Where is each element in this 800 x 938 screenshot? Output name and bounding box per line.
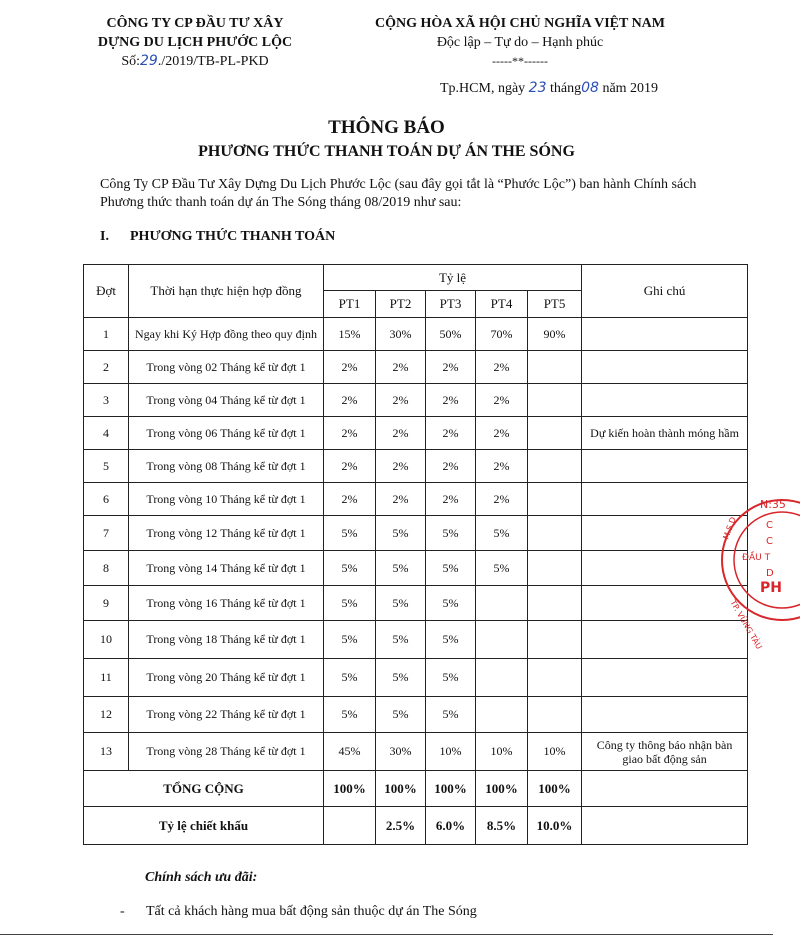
total-pt3: 100% [426,771,476,807]
cell-note [582,384,748,417]
cell-rate-pt3: 2% [426,450,476,483]
cell-rate-pt4: 2% [476,417,528,450]
cell-rate-pt5: 90% [528,318,582,351]
svg-text:TP. VŨNG TÀU: TP. VŨNG TÀU [728,598,764,651]
cell-rate-pt1: 45% [324,733,376,771]
company-name-line2: DỰNG DU LỊCH PHƯỚC LỘC [97,35,293,50]
cell-rate-pt2: 5% [376,697,426,733]
cell-rate-pt4: 2% [476,384,528,417]
header-plan-5: PT5 [528,291,582,318]
cell-rate-pt4: 5% [476,551,528,586]
cell-note [582,351,748,384]
cell-time: Ngay khi Ký Hợp đồng theo quy định [129,318,324,351]
table-row [84,586,748,621]
cell-rate-pt5 [528,551,582,586]
cell-rate-pt4 [476,621,528,659]
cell-time: Trong vòng 02 Tháng kể từ đợt 1 [129,351,324,384]
cell-note [582,697,748,733]
cell-time: Trong vòng 12 Tháng kể từ đợt 1 [129,516,324,551]
total-pt2: 100% [376,771,426,807]
cell-rate-pt2: 2% [376,417,426,450]
discount-label: Tỷ lệ chiết khấu [84,807,324,845]
cell-rate-pt1: 5% [324,659,376,697]
national-motto: Độc lập – Tự do – Hạnh phúc [436,35,604,50]
page-bottom-rule [0,934,773,935]
section-heading [100,229,335,245]
cell-rate-pt4 [476,697,528,733]
svg-text:N:35: N:35 [760,498,786,511]
cell-time: Trong vòng 04 Tháng kể từ đợt 1 [129,384,324,417]
header-rate: Tỷ lệ [324,265,582,291]
national-heading-block [325,14,715,71]
cell-rate-pt5 [528,621,582,659]
heading-separator: -----**------ [492,54,548,68]
table-row [84,621,748,659]
cell-rate-pt5 [528,384,582,417]
discount-pt5: 10.0% [528,807,582,845]
cell-dot: 6 [84,483,129,516]
table-row [84,450,748,483]
cell-rate-pt3: 5% [426,697,476,733]
cell-rate-pt5 [528,659,582,697]
cell-rate-pt1: 2% [324,450,376,483]
cell-rate-pt1: 5% [324,621,376,659]
cell-note [582,807,748,845]
cell-rate-pt1: 2% [324,483,376,516]
total-label: TỔNG CỘNG [84,771,324,807]
table-row [84,483,748,516]
cell-dot: 3 [84,384,129,417]
cell-dot: 13 [84,733,129,771]
cell-time: Trong vòng 08 Tháng kể từ đợt 1 [129,450,324,483]
cell-rate-pt2: 2% [376,384,426,417]
table-row [84,384,748,417]
discount-pt4: 8.5% [476,807,528,845]
cell-dot: 11 [84,659,129,697]
total-pt1: 100% [324,771,376,807]
cell-rate-pt5 [528,516,582,551]
header-plan-2: PT2 [376,291,426,318]
company-name-line1: CÔNG TY CP ĐẦU TƯ XÂY [106,16,284,31]
cell-dot: 9 [84,586,129,621]
cell-rate-pt1: 2% [324,417,376,450]
header-plan-4: PT4 [476,291,528,318]
cell-rate-pt4: 2% [476,483,528,516]
cell-rate-pt3: 2% [426,351,476,384]
cell-rate-pt2: 2% [376,483,426,516]
document-subtitle: PHƯƠNG THỨC THANH TOÁN DỰ ÁN THE SÓNG [198,143,575,160]
cell-rate-pt4 [476,586,528,621]
cell-note: Dự kiến hoàn thành móng hầm [582,417,748,450]
cell-time: Trong vòng 06 Tháng kể từ đợt 1 [129,417,324,450]
cell-time: Trong vòng 18 Tháng kể từ đợt 1 [129,621,324,659]
cell-rate-pt2: 2% [376,450,426,483]
cell-rate-pt2: 30% [376,318,426,351]
nation-name: CỘNG HÒA XÃ HỘI CHỦ NGHĨA VIỆT NAM [374,16,665,31]
document-date: Tp.HCM, ngày 23 tháng08 năm 2019 [440,80,659,96]
cell-rate-pt3: 50% [426,318,476,351]
total-row [84,771,748,807]
cell-time: Trong vòng 20 Tháng kể từ đợt 1 [129,659,324,697]
cell-rate-pt5: 10% [528,733,582,771]
cell-note [582,659,748,697]
cell-rate-pt3: 5% [426,551,476,586]
cell-rate-pt4: 5% [476,516,528,551]
cell-note: Công ty thông báo nhận bàn giao bất động sản [582,733,748,771]
cell-rate-pt3: 2% [426,417,476,450]
cell-rate-pt4 [476,659,528,697]
cell-time: Trong vòng 10 Tháng kể từ đợt 1 [129,483,324,516]
cell-dot: 5 [84,450,129,483]
cell-rate-pt2: 30% [376,733,426,771]
cell-rate-pt3: 5% [426,621,476,659]
table-row [84,351,748,384]
perk-item-text: Tất cả khách hàng mua bất động sản thuộc dự án The Sóng [146,904,477,919]
cell-rate-pt1: 2% [324,351,376,384]
cell-rate-pt5 [528,351,582,384]
discount-pt2: 2.5% [376,807,426,845]
cell-rate-pt1: 5% [324,516,376,551]
cell-rate-pt2: 5% [376,659,426,697]
document-number: Số:29./2019/TB-PL-PKD [121,53,269,69]
table-row [84,551,748,586]
table-row [84,516,748,551]
header-plan-1: PT1 [324,291,376,318]
cell-rate-pt3: 5% [426,586,476,621]
company-name-block [80,14,310,71]
discount-pt3: 6.0% [426,807,476,845]
list-dash: - [120,904,125,919]
cell-time: Trong vòng 16 Tháng kể từ đợt 1 [129,586,324,621]
cell-rate-pt2: 5% [376,621,426,659]
table-row [84,733,748,771]
cell-dot: 2 [84,351,129,384]
cell-rate-pt3: 2% [426,384,476,417]
cell-rate-pt5 [528,417,582,450]
header-note: Ghi chú [582,265,748,318]
cell-rate-pt2: 2% [376,351,426,384]
header-plan-3: PT3 [426,291,476,318]
cell-rate-pt1: 5% [324,697,376,733]
document-number-handwritten: 29 [140,53,158,69]
cell-note [582,771,748,807]
cell-rate-pt3: 2% [426,483,476,516]
discount-row [84,807,748,845]
cell-dot: 12 [84,697,129,733]
section-number: I. [100,229,109,244]
cell-rate-pt5 [528,450,582,483]
payment-schedule-table [83,264,748,845]
cell-rate-pt1: 2% [324,384,376,417]
date-day-handwritten: 23 [528,80,547,96]
svg-text:C: C [766,520,773,531]
cell-rate-pt3: 5% [426,659,476,697]
cell-rate-pt2: 5% [376,586,426,621]
cell-time: Trong vòng 28 Tháng kể từ đợt 1 [129,733,324,771]
table-row [84,417,748,450]
cell-dot: 7 [84,516,129,551]
cell-time: Trong vòng 14 Tháng kể từ đợt 1 [129,551,324,586]
discount-pt1 [324,807,376,845]
cell-rate-pt2: 5% [376,516,426,551]
cell-dot: 4 [84,417,129,450]
company-seal [720,490,800,651]
cell-rate-pt5 [528,697,582,733]
header-time: Thời hạn thực hiện hợp đồng [129,265,324,318]
cell-time: Trong vòng 22 Tháng kể từ đợt 1 [129,697,324,733]
perks-title: Chính sách ưu đãi: [145,870,258,885]
total-pt5: 100% [528,771,582,807]
cell-rate-pt3: 5% [426,516,476,551]
cell-rate-pt1: 15% [324,318,376,351]
intro-paragraph: Công Ty CP Đầu Tư Xây Dựng Du Lịch Phước Lộc (sau đây gọi tắt là “Phước Lộc”) ban hành Chính sách Phương thức thanh toán dự án The Sóng tháng 08/2019 như sau: [100,177,697,210]
cell-rate-pt4: 10% [476,733,528,771]
cell-rate-pt4: 70% [476,318,528,351]
cell-dot: 10 [84,621,129,659]
cell-rate-pt3: 10% [426,733,476,771]
section-title: PHƯƠNG THỨC THANH TOÁN [130,229,336,244]
cell-dot: 8 [84,551,129,586]
total-pt4: 100% [476,771,528,807]
cell-note [582,450,748,483]
svg-text:ĐẦU T: ĐẦU T [742,553,771,563]
date-month-handwritten: 08 [581,80,599,96]
table-row [84,318,748,351]
cell-rate-pt2: 5% [376,551,426,586]
cell-rate-pt4: 2% [476,351,528,384]
header-dot: Đợt [84,265,129,318]
table-row [84,659,748,697]
svg-text:C: C [766,536,773,547]
cell-rate-pt5 [528,483,582,516]
cell-dot: 1 [84,318,129,351]
document-title: THÔNG BÁO [328,117,445,138]
cell-note [582,318,748,351]
svg-text:M.S.D: M.S.D [721,515,738,541]
cell-rate-pt1: 5% [324,551,376,586]
svg-text:PH: PH [760,580,782,596]
cell-rate-pt5 [528,586,582,621]
cell-rate-pt4: 2% [476,450,528,483]
table-row [84,697,748,733]
svg-text:D: D [766,568,774,579]
perk-item [120,904,477,920]
cell-rate-pt1: 5% [324,586,376,621]
